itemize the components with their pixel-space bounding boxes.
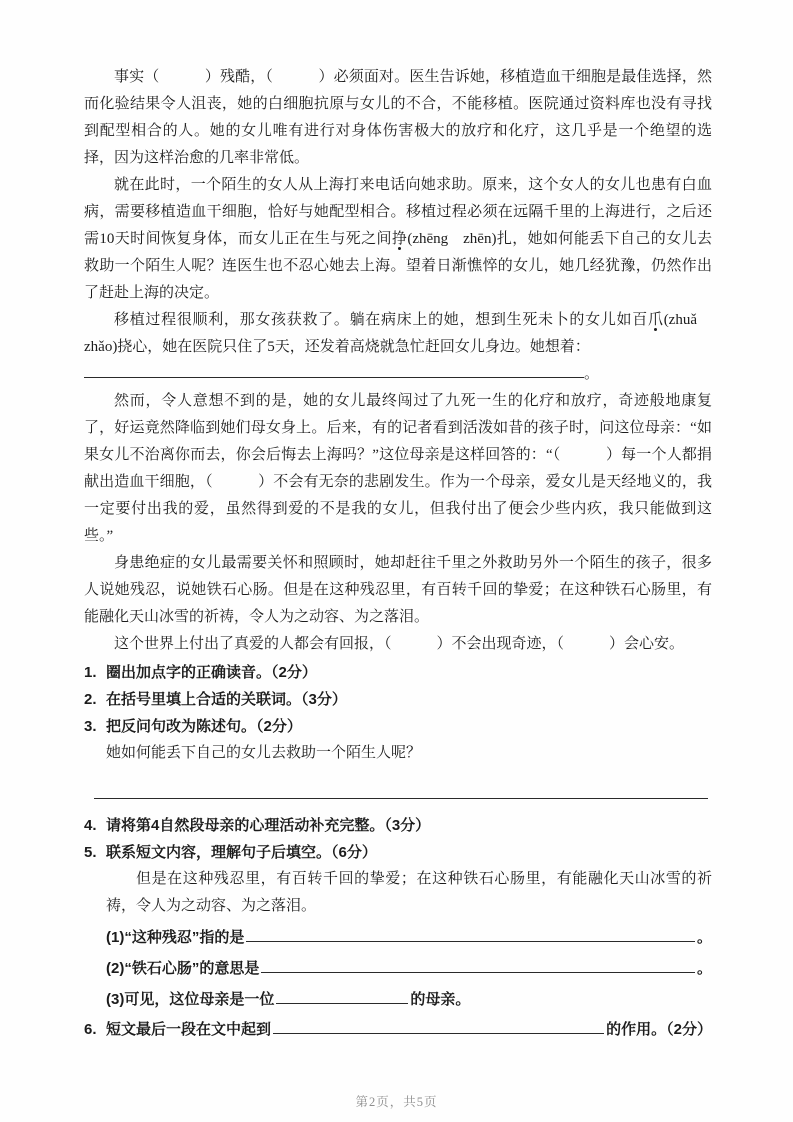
blank-period: 。 — [584, 366, 600, 382]
question-4 — [84, 812, 712, 839]
question-5-quote: 但是在这种残忍里，有百转千回的挚爱；在这种铁石心肠里，有能融化天山冰雪的祈祷，令人为之动容、为之落泪。 — [106, 871, 712, 914]
passage-text: (zhēng zhēn)扎，她如何能丢下自己的女儿去救助一个陌生人呢？连医生也不忍心她去上海。望着日渐憔悴的女儿，她几经犹豫，仍然作出了赶赴上海的决定。 — [84, 231, 712, 301]
question-text: 圈出加点字的正确读音。（2分） — [106, 664, 317, 681]
dotted-character-zheng: 挣 — [391, 231, 408, 247]
passage-blank-line — [84, 361, 712, 388]
question-3 — [84, 713, 712, 740]
page-content — [84, 64, 712, 1043]
question-number: 2. — [84, 691, 97, 708]
question-3-sentence: 她如何能丢下自己的女儿去救助一个陌生人呢？ — [106, 745, 422, 761]
question-number: 3. — [84, 718, 97, 735]
question-text: 短文最后一段在文中起到 — [106, 1021, 272, 1038]
blank-period: 。 — [696, 960, 712, 977]
passage-text: 移植过程很顺利，那女孩获救了。躺在病床上的她，想到生死未卜的女儿如百 — [114, 312, 648, 328]
question-text: 在括号里填上合适的关联词。（3分） — [106, 691, 347, 708]
page-footer: 第2页，共5页 — [355, 1095, 438, 1109]
question-number: 4. — [84, 817, 97, 834]
sub-question-suffix: 的母亲。 — [410, 991, 471, 1008]
passage-paragraph-2 — [84, 172, 712, 307]
sub-question-label: (2)“铁石心肠”的意思是 — [106, 960, 260, 977]
question-5-sub-2 — [84, 955, 712, 982]
answer-blank-thought — [84, 362, 584, 378]
passage-paragraph-4: 然而，令人意想不到的是，她的女儿最终闯过了九死一生的化疗和放疗，奇迹般地康复了，好运竟然降临到她们母女身上。后来，有的记者看到活泼如昔的孩子时，问这位母亲：“如果女儿不治离你而去，你会后悔去上海吗？”这位母亲是这样回答的：“（ ）每一个人都捐献出造血干细胞，（ ）不会有无奈的悲剧发生。作为一个母亲，爱女儿是天经地义的，我一定要付出我的爱，虽然得到爱的不是我的女儿，但我付出了便会少些内疚，我只能做到这些。” — [84, 393, 712, 544]
sub-question-label: (3)可见，这位母亲是一位 — [106, 991, 275, 1008]
passage-paragraph-6: 这个世界上付出了真爱的人都会有回报，（ ）不会出现奇迹，（ ）会心安。 — [114, 636, 685, 652]
answer-blank-5-3 — [276, 988, 408, 1004]
answer-blank-5-2 — [261, 957, 695, 973]
question-5-sub-1 — [84, 924, 712, 951]
question-6 — [84, 1016, 712, 1043]
question-number: 5. — [84, 844, 97, 861]
blank-period: 。 — [696, 929, 712, 946]
question-5-sub-3 — [84, 986, 712, 1013]
answer-blank-q6 — [273, 1018, 604, 1034]
passage-paragraph-1: 事实（ ）残酷，（ ）必须面对。医生告诉她，移植造血干细胞是最佳选择，然而化验结果令人沮丧，她的白细胞抗原与女儿的不合，不能移植。医院通过资料库也没有寻找到配型相合的人。她的女儿唯有进行对身体伤害极大的放疗和化疗，这几乎是一个绝望的选择，因为这样治愈的几率非常低。 — [84, 69, 712, 166]
questions-section — [84, 659, 712, 1043]
question-number: 1. — [84, 664, 97, 681]
answer-blank-q3 — [94, 780, 708, 799]
question-text: 把反问句改为陈述句。（2分） — [106, 718, 302, 735]
sub-question-label: (1)“这种残忍”指的是 — [106, 929, 245, 946]
passage-text: 就在此时，一个陌生的女人从上海打来电话向她求助。原来，这个女人的女儿也患有白血病，需要移植造血干细胞，恰好与她配型相合。移植过程必须在远隔千里的上海进行，之后还需10天时间恢复身体，而女儿正在生与死之间 — [84, 177, 712, 247]
passage-text: (zhuǎ zhǎo)挠心，她在医院只住了5天，还发着高烧就急忙赶回女儿身边。她想着： — [84, 312, 712, 355]
reading-passage — [84, 64, 712, 658]
passage-paragraph-5: 身患绝症的女儿最需要关怀和照顾时，她却赶往千里之外救助另外一个陌生的孩子，很多人说她残忍，说她铁石心肠。但是在这种残忍里，有百转千回的挚爱；在这种铁石心肠里，有能融化天山冰雪的祈祷，令人为之动容、为之落泪。 — [84, 555, 712, 625]
question-5 — [84, 839, 712, 866]
question-suffix: 的作用。（2分） — [606, 1021, 712, 1038]
question-1 — [84, 659, 712, 686]
question-text: 联系短文内容，理解句子后填空。（6分） — [106, 844, 377, 861]
answer-blank-5-1 — [246, 926, 695, 942]
dotted-character-zhua: 爪 — [647, 312, 664, 328]
question-number: 6. — [84, 1021, 97, 1038]
question-2 — [84, 686, 712, 713]
passage-paragraph-3 — [84, 307, 712, 361]
question-text: 请将第4自然段母亲的心理活动补充完整。（3分） — [106, 817, 431, 834]
